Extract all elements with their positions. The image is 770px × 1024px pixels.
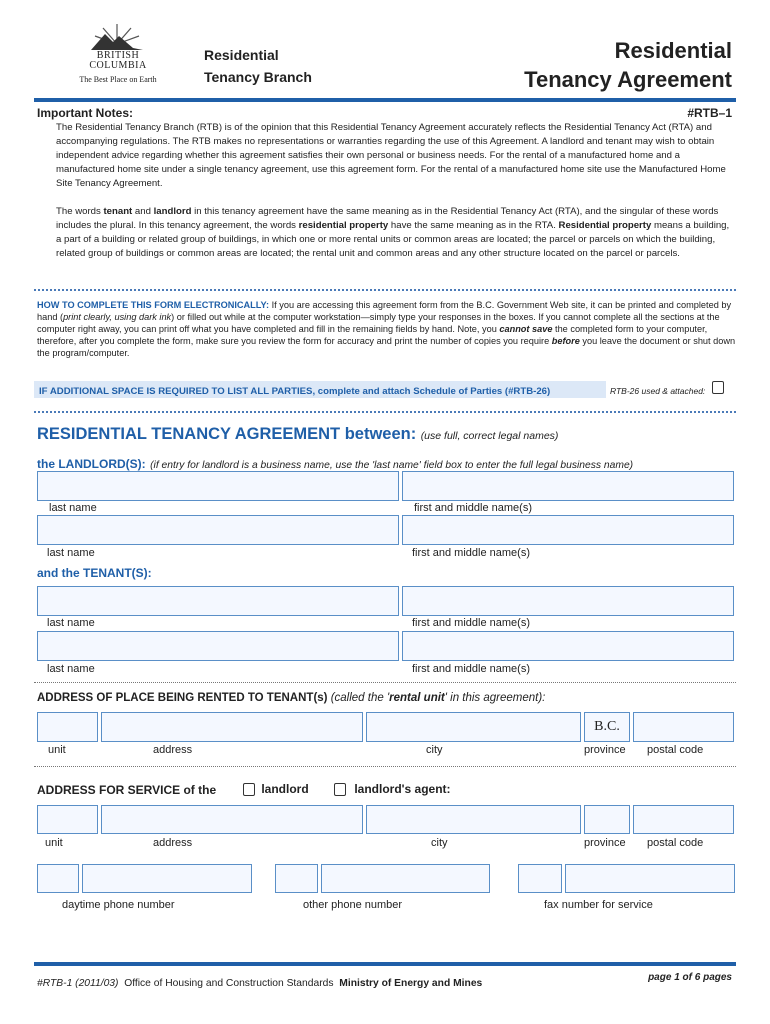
document-title-line2: Tenancy Agreement [524, 67, 732, 92]
service-agent-option[interactable] [334, 782, 451, 796]
service-agent-label: landlord's agent: [354, 782, 451, 796]
landlord-1-first-name-caption: first and middle name(s) [414, 502, 532, 514]
bc-sun-mountain-icon [87, 22, 147, 50]
schedule-attached-option[interactable] [610, 381, 724, 398]
section-divider [34, 289, 736, 291]
branch-name-line1: Residential [204, 47, 279, 63]
rental-address-note-term: rental unit [389, 692, 445, 704]
agreement-title [37, 425, 558, 444]
schedule-banner [34, 381, 606, 398]
rental-address-note: (called the ' [327, 692, 390, 704]
rental-unit-field[interactable] [37, 712, 98, 742]
page-number: page 1 of 6 pages [648, 972, 732, 983]
notes-term-residential-property: Residential property [558, 220, 652, 232]
service-province-caption: province [584, 837, 626, 849]
service-agent-checkbox[interactable] [334, 783, 346, 796]
bc-logo [62, 22, 174, 92]
service-address-heading [37, 783, 216, 797]
tenants-label: and the TENANT(S): [37, 566, 152, 580]
document-title [524, 36, 732, 94]
rental-address-note: ' in this agreement): [444, 692, 546, 704]
tenant-1-last-name-field[interactable] [37, 586, 399, 616]
service-postal-code-field[interactable] [633, 805, 734, 834]
important-notes-heading: Important Notes: [37, 106, 133, 120]
other-phone-area-code-field[interactable] [275, 864, 318, 893]
footer-office: Office of Housing and Construction Standards [124, 978, 334, 989]
notes-text: means a building, a part of a building or related group of buildings, in which one or more rental units or common areas are located; the parcel or parcels on which the building, related group of buildings or common areas are located; the rental unit and common areas and any other structure located on the parcel or parcels. [56, 220, 730, 260]
rental-address-caption: address [153, 744, 193, 756]
notes-paragraph-2 [56, 205, 732, 261]
fax-number-field[interactable] [565, 864, 735, 893]
tenant-1-first-name-caption: first and middle name(s) [412, 617, 530, 629]
notes-text: have the same meaning as in the RTA. [388, 220, 559, 232]
how-to-emphasis: before [551, 336, 580, 347]
tenant-1-last-name-caption: last name [47, 617, 95, 629]
section-divider [34, 682, 736, 683]
rental-province-value: B.C. [594, 719, 620, 734]
rental-postal-code-field[interactable] [633, 712, 734, 742]
service-unit-caption: unit [45, 837, 63, 849]
how-to-heading: HOW TO COMPLETE THIS FORM ELECTRONICALLY: [37, 300, 270, 310]
notes-paragraph-1: The Residential Tenancy Branch (RTB) is of the opinion that this Residential Tenancy Agreement accurately reflects the Residential Tenancy Act (RTA) and accompanying regulations. The RTB makes no representations or warranties regarding the use of this Agreement. A landlord and tenant may wish to obtain independent advice regarding whether this agreement satisfies their own personal or business needs. For the rental of a manufactured home and a manufactured home site under a single tenancy agreement, use this agreement form. For the rental of a manufactured home site use the Manufactured Home Site Tenancy Agreement. [56, 122, 726, 190]
landlords-label-text: the LANDLORD(S): [37, 457, 146, 471]
rental-unit-caption: unit [48, 744, 66, 756]
service-address-field[interactable] [101, 805, 363, 834]
how-to-text: ) or filled out while at the computer workstation—simply type your responses in the boxes. If you cannot complete all the sections at the computer right away, you can print off what you have completed and fill in the remaining fields by hand. Note, you [37, 312, 720, 335]
daytime-phone-caption: daytime phone number [62, 899, 175, 911]
document-title-line1: Residential [614, 38, 732, 63]
branch-name [204, 44, 312, 88]
how-to-paragraph [37, 299, 737, 359]
notes-text: The words [56, 206, 104, 217]
landlords-label-note: (if entry for landlord is a business name, use the 'last name' field box to enter the full legal business name) [150, 460, 634, 471]
landlord-2-first-name-field[interactable] [402, 515, 734, 545]
rental-city-caption: city [426, 744, 443, 756]
form-code: #RTB–1 [687, 106, 732, 120]
fax-caption: fax number for service [544, 899, 653, 911]
service-landlord-option[interactable] [243, 782, 309, 796]
other-phone-number-field[interactable] [321, 864, 490, 893]
schedule-attached-label: RTB-26 used & attached: [610, 386, 706, 396]
rental-province-caption: province [584, 744, 626, 756]
tenant-2-first-name-caption: first and middle name(s) [412, 663, 530, 675]
service-unit-field[interactable] [37, 805, 98, 834]
daytime-phone-number-field[interactable] [82, 864, 252, 893]
service-landlord-label: landlord [261, 782, 309, 796]
tenant-2-first-name-field[interactable] [402, 631, 734, 661]
notes-term-tenant: tenant [103, 206, 133, 217]
rental-address-field[interactable] [101, 712, 363, 742]
notes-text: and [132, 206, 154, 217]
tenant-1-first-name-field[interactable] [402, 586, 734, 616]
logo-tagline: The Best Place on Earth [79, 75, 157, 84]
service-landlord-checkbox[interactable] [243, 783, 255, 796]
other-phone-caption: other phone number [303, 899, 403, 911]
agreement-title-text: RESIDENTIAL TENANCY AGREEMENT between: [37, 425, 417, 443]
header-rule [34, 98, 736, 102]
rental-address-heading-text: ADDRESS OF PLACE BEING RENTED TO TENANT(s) [37, 692, 328, 704]
landlord-1-last-name-caption: last name [49, 502, 97, 514]
service-province-field[interactable] [584, 805, 630, 834]
daytime-phone-area-code-field[interactable] [37, 864, 79, 893]
schedule-attached-checkbox[interactable] [712, 381, 724, 394]
notes-term-residential-property: residential property [298, 220, 389, 232]
how-to-text: the completed form to your computer, therefore, after you complete the form, make sure you review the form for accuracy and print the number of copies you require [37, 324, 708, 347]
footer-ministry: Ministry of Energy and Mines [339, 978, 483, 989]
service-city-caption: city [431, 837, 448, 849]
service-address-caption: address [153, 837, 193, 849]
footer-rule [34, 962, 736, 966]
how-to-text: you leave the document or shut down the program/computer. [37, 336, 736, 359]
rental-city-field[interactable] [366, 712, 581, 742]
section-divider [34, 766, 736, 767]
how-to-text-italic: print clearly, using dark ink [63, 312, 172, 323]
service-postal-code-caption: postal code [647, 837, 704, 849]
fax-area-code-field[interactable] [518, 864, 562, 893]
logo-text-line2: COLUMBIA [89, 60, 147, 71]
rental-province-field[interactable] [584, 712, 630, 742]
how-to-emphasis: cannot save [499, 324, 553, 335]
logo-text-line1: BRITISH [96, 50, 140, 61]
how-to-text: If you are accessing this agreement form from the B.C. Government Web site, it can be printed and completed by hand ( [37, 300, 732, 323]
footer-line [37, 978, 482, 989]
landlord-1-last-name-field[interactable] [37, 471, 399, 501]
service-city-field[interactable] [366, 805, 581, 834]
footer-form-code: #RTB-1 (2011/03) [37, 978, 119, 989]
schedule-banner-text: IF ADDITIONAL SPACE IS REQUIRED TO LIST ALL PARTIES, complete and attach Schedule of Parties (#RTB-26) [39, 386, 551, 397]
rental-postal-code-caption: postal code [647, 744, 704, 756]
section-divider [34, 411, 736, 413]
service-address-heading-text: ADDRESS FOR SERVICE of the [37, 783, 217, 797]
tenant-2-last-name-field[interactable] [37, 631, 399, 661]
landlord-2-last-name-field[interactable] [37, 515, 399, 545]
landlord-2-first-name-caption: first and middle name(s) [412, 547, 530, 559]
agreement-title-note: (use full, correct legal names) [420, 430, 559, 442]
notes-term-landlord: landlord [153, 206, 192, 217]
landlord-2-last-name-caption: last name [47, 547, 95, 559]
notes-text: in this tenancy agreement have the same meaning as in the Residential Tenancy Act (RTA), and the singular of these words includes the plural. In this tenancy agreement, the words [56, 206, 719, 232]
tenant-2-last-name-caption: last name [47, 663, 95, 675]
landlord-1-first-name-field[interactable] [402, 471, 734, 501]
branch-name-line2: Tenancy Branch [204, 69, 312, 85]
rental-address-heading [37, 692, 545, 704]
